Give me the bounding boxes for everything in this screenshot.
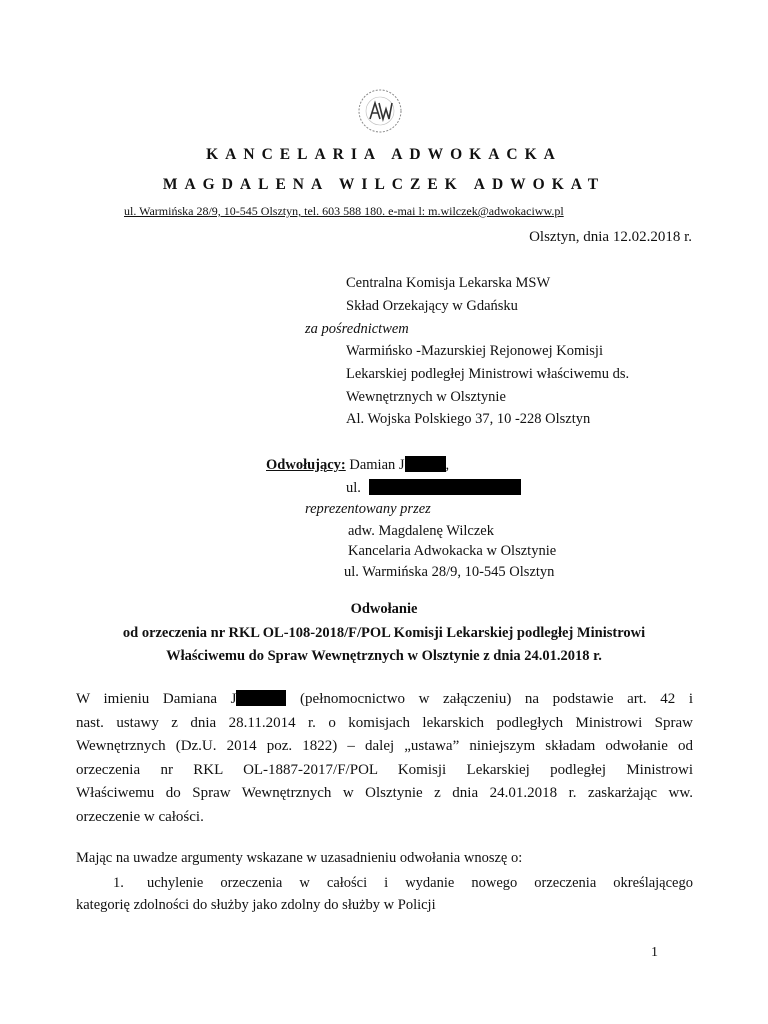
- paragraph-line: nast. ustawy z dnia 28.11.2014 r. o komisjach lekarskich podległych Ministrowi Spraw: [76, 714, 693, 731]
- representative-line3: ul. Warmińska 28/9, 10-545 Olsztyn: [344, 564, 555, 580]
- paragraph-text: (pełnomocnictwo w załączeniu) na podstawie art. 42 i: [286, 691, 693, 707]
- appellant-line: [266, 456, 449, 474]
- document-subtitle-line2: Właściwemu do Spraw Wewnętrznych w Olsztynie z dnia 24.01.2018 r.: [166, 648, 602, 664]
- request-intro: Mając na uwadze argumenty wskazane w uzasadnieniu odwołania wnoszę o:: [76, 850, 523, 866]
- appellant-label: Odwołujący:: [266, 457, 346, 473]
- document-date: Olsztyn, dnia 12.02.2018 r.: [529, 229, 692, 245]
- appellant-street-prefix: ul.: [346, 480, 361, 496]
- document-title: Odwołanie: [350, 601, 418, 617]
- recipient-line4: Lekarskiej podległej Ministrowi właściwemu ds.: [346, 366, 630, 382]
- recipient-line3: Warmińsko -Mazurskiej Rejonowej Komisji: [346, 343, 603, 359]
- document-subtitle-line1: od orzeczenia nr RKL OL-108-2018/F/POL Komisji Lekarskiej podległej Ministrowi: [122, 625, 646, 641]
- recipient-via: za pośrednictwem: [305, 321, 409, 337]
- paragraph-line: orzeczenie w całości.: [76, 808, 204, 825]
- firm-address-line: ul. Warmińska 28/9, 10-545 Olsztyn, tel. 603 588 180. e-mai l: m.wilczek@adwokaciww.pl: [124, 204, 564, 218]
- paragraph-line: Właściwemu do Spraw Wewnętrznych w Olsztynie z dnia 24.01.2018 r. zaskarżając ww.: [76, 785, 693, 801]
- list-item-number: 1.: [113, 875, 124, 891]
- redaction-block: [236, 690, 286, 706]
- recipient-line5: Wewnętrznych w Olsztynie: [346, 389, 506, 405]
- recipient-line1: Centralna Komisja Lekarska MSW: [346, 275, 551, 291]
- firm-name-line1: KANCELARIA ADWOKACKA: [206, 146, 562, 163]
- appellant-name-suffix: ,: [445, 457, 450, 473]
- paragraph-line: [76, 688, 693, 712]
- representative-line1: adw. Magdalenę Wilczek: [348, 523, 494, 539]
- redaction-block: [405, 456, 446, 472]
- list-item-text-line1: uchylenie orzeczenia w całości i wydanie nowego orzeczenia określającego: [147, 875, 693, 891]
- law-office-logo-icon: [357, 88, 403, 134]
- appellant-represented: reprezentowany przez: [305, 501, 431, 517]
- representative-line2: Kancelaria Adwokacka w Olsztynie: [348, 543, 557, 559]
- firm-name-line2: MAGDALENA WILCZEK ADWOKAT: [162, 176, 606, 193]
- appellant-street-line: [346, 479, 521, 497]
- list-item-text-line2: kategorię zdolności do służby jako zdolny do służby w Policji: [76, 897, 436, 913]
- paragraph-line: Wewnętrznych (Dz.U. 2014 poz. 1822) – dalej „ustawa” niniejszym składam odwołanie od: [76, 738, 693, 754]
- redaction-block: [369, 479, 521, 495]
- page-number: 1: [651, 945, 658, 960]
- appellant-name: Damian J: [349, 457, 405, 473]
- appeal-paragraph: [76, 688, 693, 829]
- paragraph-text: W imieniu Damiana J: [76, 691, 237, 707]
- paragraph-line: orzeczenia nr RKL OL-1887-2017/F/POL Komisji Lekarskiej podległej Ministrowi: [76, 761, 693, 778]
- recipient-line2: Skład Orzekający w Gdańsku: [346, 298, 518, 314]
- recipient-line6: Al. Wojska Polskiego 37, 10 -228 Olsztyn: [346, 411, 591, 427]
